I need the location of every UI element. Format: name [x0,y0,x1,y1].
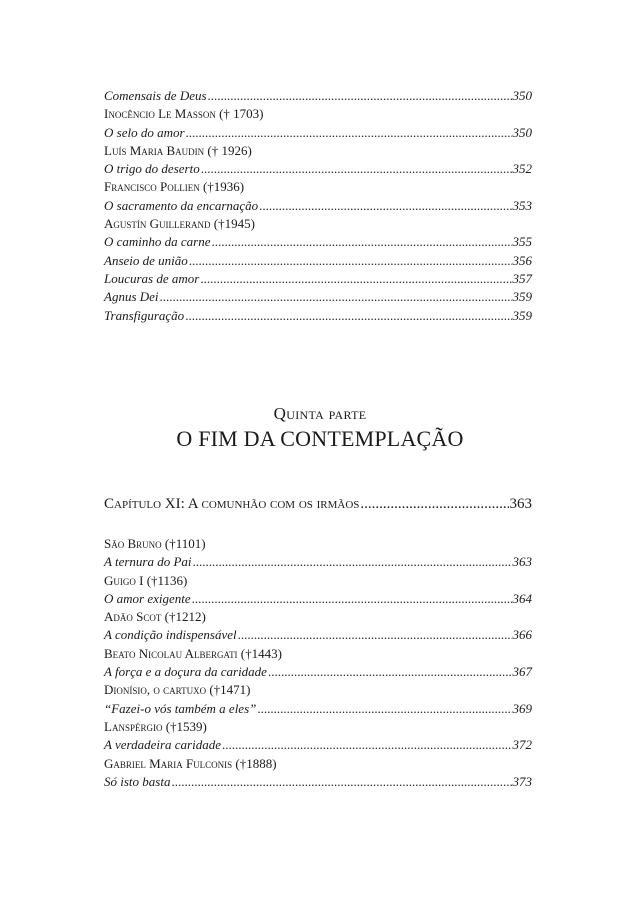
toc-author: Guigo I (†1136) [104,572,188,588]
toc-entry-title: O selo do amor [104,124,185,140]
toc-entry-title: Comensais de Deus [104,88,207,103]
toc-entry[interactable] [104,736,532,754]
dot-leader [186,124,512,142]
toc-entry-title: A ternura do Pai [104,554,192,570]
toc-author: Lanspérgio (†1539) [104,718,207,734]
dot-leader [171,773,511,791]
toc-entry-title: Anseio de união [104,252,188,268]
part-title: O FIM DA CONTEMPLAÇÃO [176,426,464,451]
chapter-title: Capítulo XI: A comunhão com os irmãos [104,496,360,512]
toc-author: São Bruno (†1101) [104,536,206,551]
dot-leader [201,160,512,178]
toc-entry-title: Loucuras de amor [104,270,200,286]
toc-page-number: 372 [512,737,532,753]
toc-page-number: 350 [512,88,532,103]
dot-leader [238,626,512,644]
toc-entry-title: O trigo do deserto [104,161,200,177]
toc-page-number: 369 [512,700,532,716]
toc-section-top [104,87,532,325]
dot-leader [160,288,512,306]
chapter-page-number: 363 [509,496,532,512]
dot-leader [193,553,512,571]
toc-entry-title: Agnus Dei [104,289,159,305]
toc-entry-title: “Fazei-o vós também a eles” [104,700,257,716]
toc-entry[interactable] [104,233,532,251]
toc-entry[interactable] [104,663,532,681]
toc-page-number: 366 [512,627,532,643]
dot-leader [222,736,512,754]
toc-author: Inocêncio Le Masson († 1703) [104,106,264,122]
toc-entry-title: A verdadeira caridade [104,737,221,753]
toc-page-number: 367 [512,664,532,680]
toc-author: Francisco Pollien (†1936) [104,179,245,195]
toc-entry-title: O amor exigente [104,590,191,606]
dot-leader [189,252,512,270]
toc-entry-title: Transfiguração [104,307,185,323]
toc-page-number: 356 [512,252,532,268]
toc-author: Gabriel Maria Fulconis (†1888) [104,755,277,771]
toc-entry-title: O sacramento da encarnação [104,197,259,213]
toc-entry[interactable] [104,252,532,270]
toc-page-number: 364 [512,590,532,606]
toc-entry[interactable] [104,87,532,105]
dot-leader [212,233,512,251]
toc-author: Agustín Guillerand (†1945) [104,216,255,232]
toc-page-number: 355 [512,234,532,250]
toc-entry-title: A condição indispensável [104,627,237,643]
toc-author: Luís Maria Baudin († 1926) [104,142,252,158]
toc-page-number: 373 [512,773,532,789]
toc-entry[interactable] [104,124,532,142]
part-label: Quinta parte [273,404,367,423]
toc-entry[interactable] [104,270,532,288]
toc-section-bottom [104,535,532,791]
dot-leader [268,663,512,681]
toc-page-number: 352 [512,161,532,177]
toc-entry[interactable] [104,590,532,608]
dot-leader [259,197,511,215]
toc-page-number: 359 [512,307,532,323]
dot-leader [360,496,508,513]
toc-entry[interactable] [104,288,532,306]
dot-leader [257,700,511,718]
toc-entry-title: Só isto basta [104,773,171,789]
toc-entry-title: O caminho da carne [104,234,211,250]
toc-page-number: 353 [512,197,532,213]
toc-page-number: 359 [512,289,532,305]
toc-author: Dionísio, o cartuxo (†1471) [104,682,251,698]
chapter-heading[interactable] [104,496,532,513]
toc-entry[interactable] [104,307,532,325]
dot-leader [185,307,511,325]
toc-entry-title: A força e a doçura da caridade [104,664,267,680]
dot-leader [200,270,511,288]
toc-entry[interactable] [104,160,532,178]
toc-page-number: 363 [512,554,532,570]
toc-entry[interactable] [104,197,532,215]
toc-author: Beato Nicolau Albergati (†1443) [104,645,282,661]
toc-entry[interactable] [104,626,532,644]
toc-entry[interactable] [104,773,532,791]
dot-leader [208,87,512,105]
dot-leader [192,590,512,608]
toc-author: Adão Scot (†1212) [104,609,206,625]
toc-page-number: 350 [512,124,532,140]
toc-entry[interactable] [104,553,532,571]
toc-entry[interactable] [104,700,532,718]
toc-page-number: 357 [512,270,532,286]
